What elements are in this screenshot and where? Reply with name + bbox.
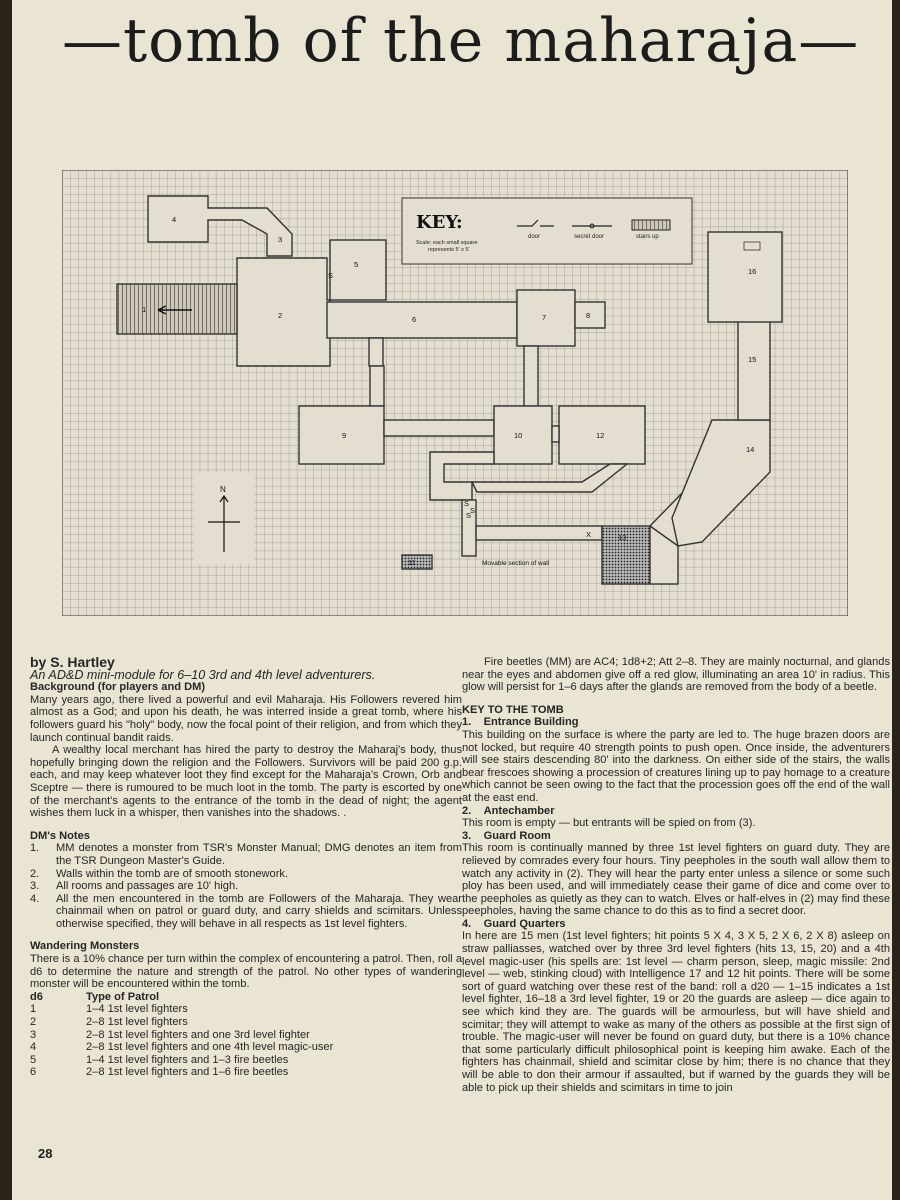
table-row: 5 1–4 1st level fighters and 1–3 fire beetles (30, 1053, 289, 1066)
room-label-14: 14 (746, 445, 755, 454)
background-p2: A wealthy local merchant has hired the party to destroy the Maharaj's body, thus hopefully bringing down the religion and the Followers. Survivors will be paid 200 g.p. each, and may keep whatever loot they find except for the Maharaja's Crown, Orb and Sceptre — there is rumoured to be much loot in the tomb. The party is escorted by one of the merchant's agents to the entrance of the tomb in the dead of night; the agent wishes them luck in a whisper, then vanishes into the shadows. . (30, 744, 462, 820)
legend-secret-door: secret door (574, 234, 605, 240)
compass (194, 472, 254, 564)
room-label-15: 15 (748, 355, 757, 364)
secret-door-mark: S (328, 271, 334, 280)
room-label-2: 2 (278, 311, 283, 320)
dm-note: 1. MM denotes a monster from TSR's Monster Manual; DMG denotes an item from the TSR Dungeon Master's Guide. (30, 842, 462, 867)
magazine-page (12, 0, 892, 1200)
key-entry: 3. Guard Room This room is continually manned by three 1st level fighters on guard duty. They are relieved by comrades every four hours. Tiny peepholes in the south wall allow them to watch any activity in (2). They will hear the party enter unless a silence or some such ploy has been used, and will immediately cease their game of dice and come over to the peepholes as quietly as they can to watch. Elves or half-elves in (2) may find these peepholes, having the same chance to do this as to find a secret door. (462, 829, 890, 918)
map-key (402, 198, 692, 264)
room-label-6: 6 (412, 315, 417, 324)
legend-door: door (528, 234, 541, 240)
room-label-11: 11 (408, 558, 416, 567)
legend-stairs-up: stairs up (636, 234, 659, 240)
table-row: 1 1–4 1st level fighters (30, 1003, 188, 1016)
dm-note: 2. Walls within the tomb are of smooth stonework. (30, 867, 289, 880)
dm-note: 3. All rooms and passages are 10' high. (30, 880, 239, 893)
key-entry: 1. Entrance Building This building on the surface is where the party are led to. The huge brazen doors are not locked, but require 40 strength points to push open. Once inside, the adventurers will see stairs descending 80' into the darkness. On either side of the stairs, the walls bear frescoes showing a procession of creatures lining up to pay homage to a creature which cannot be seen owing to the fact that the procession goes off the end of the wall at the east end. (462, 716, 890, 804)
room-label-13: 13 (618, 533, 627, 542)
left-column (30, 656, 462, 1079)
wandering-heading: Wandering Monsters (30, 940, 140, 953)
compass-north: N (220, 485, 226, 494)
dm-note: 4. All the men encountered in the tomb are Followers of the Maharaja. They wear chainmail when on patrol or guard duty, and carry shields and scimitars. Unless otherwise specified, they will behave in all respects as 1st level fighters. (30, 892, 462, 930)
dm-notes-heading: DM's Notes (30, 829, 90, 842)
page-title: —tomb of the maharaja— (62, 6, 860, 76)
table-header: d6 Type of Patrol (30, 990, 160, 1003)
key-entry: 4. Guard Quarters In here are 15 men (1st level fighters; hit points 5 X 4, 3 X 5, 2 X 6, 2 X 8) asleep on straw palliasses, watched over by three 3rd level fighters (hits 13, 15, 20) and a 4th level magic-user (his spells are: 1st level — charm person, sleep, magic missile: 2nd level — web, stinking cloud) with Intelligence 17 and 12 hit points. There will be some sort of guard watching over these rest of the band: roll a d20 — 1–15 indicates a 1st level fighter, 16–18 a 3rd level fighter, 19 or 20 the guards are asleep — dice again to see which kind they are. The guards will be armourless, but will have shield and scimitar; they will attempt to wake as many of the others as possible at the first sign of trouble. The magic-user will never be found on guard duty, but there is a 10% chance that some particularly difficult philosophical point is keeping him awake. Each of the fighters has chainmail, shield and scimitar close by him; there is no chance that they will be able to don their armour if assaulted, but if warned by the guards they will be able to pick up their shields and scimitars in time to join (462, 917, 890, 1094)
table-row: 3 2–8 1st level fighters and one 3rd level fighter (30, 1028, 310, 1041)
background-heading: Background (for players and DM) (30, 681, 206, 694)
page-number: 28 (38, 1146, 53, 1161)
fire-beetles-text: Fire beetles (MM) are AC4; 1d8+2; Att 2–8. They are mainly nocturnal, and glands near the eyes and abdomen give off a red glow, illuminating an area 10' in radius. This glow will persist for 1–6 days after the glands are removed from the body of a beetle. (462, 656, 890, 694)
key-entry: 2. Antechamber This room is empty — but entrants will be spied on from (3). (462, 804, 756, 830)
dungeon-map (62, 170, 848, 616)
secret-door-mark: S (464, 499, 470, 508)
key-heading: KEY TO THE TOMB (462, 703, 564, 716)
room-label-4: 4 (172, 215, 177, 224)
dm-notes-list (30, 842, 462, 930)
room-label-7: 7 (542, 313, 547, 322)
movable-wall-label: Movable section of wall (482, 560, 550, 567)
table-row: 6 2–8 1st level fighters and 1–6 fire beetles (30, 1066, 289, 1079)
room-label-1: 1 (142, 305, 147, 314)
wandering-text: There is a 10% chance per turn within the complex of encountering a patrol. Then, roll a d6 to determine the nature and strength of the patrol. No other types of wandering monster will be encountered within the tomb. (30, 953, 462, 991)
table-row: 4 2–8 1st level fighters and one 4th level magic-user (30, 1041, 334, 1054)
x-mark: X (586, 530, 592, 539)
room-label-16: 16 (748, 267, 757, 276)
room-label-12: 12 (596, 431, 605, 440)
byline: by S. Hartley (30, 654, 115, 670)
room-label-10: 10 (514, 431, 523, 440)
stairs-icon (632, 220, 670, 230)
secret-door-mark: S (470, 506, 476, 515)
secret-door-mark: S (466, 511, 472, 520)
scale-line-1: Scale: each small square (416, 240, 478, 246)
subtitle: An AD&D mini-module for 6–10 3rd and 4th level adventurers. (30, 667, 376, 682)
key-title: KEY: (416, 212, 463, 233)
room-label-3: 3 (278, 235, 283, 244)
room-label-8: 8 (586, 311, 591, 320)
table-row: 2 2–8 1st level fighters (30, 1016, 188, 1029)
patrol-table (30, 991, 333, 1079)
right-column (462, 656, 890, 1094)
scale-line-2: represents 5' x 5' (428, 247, 470, 253)
room-label-9: 9 (342, 431, 347, 440)
room-label-5: 5 (354, 260, 359, 269)
background-p1: Many years ago, there lived a powerful and evil Maharaja. His Followers revered him almost as a God; and upon his death, he was interred inside a great tomb, where his followers guard his "holy" body, now the focal point of their religion, and from which they launch continual bandit raids. (30, 693, 462, 744)
